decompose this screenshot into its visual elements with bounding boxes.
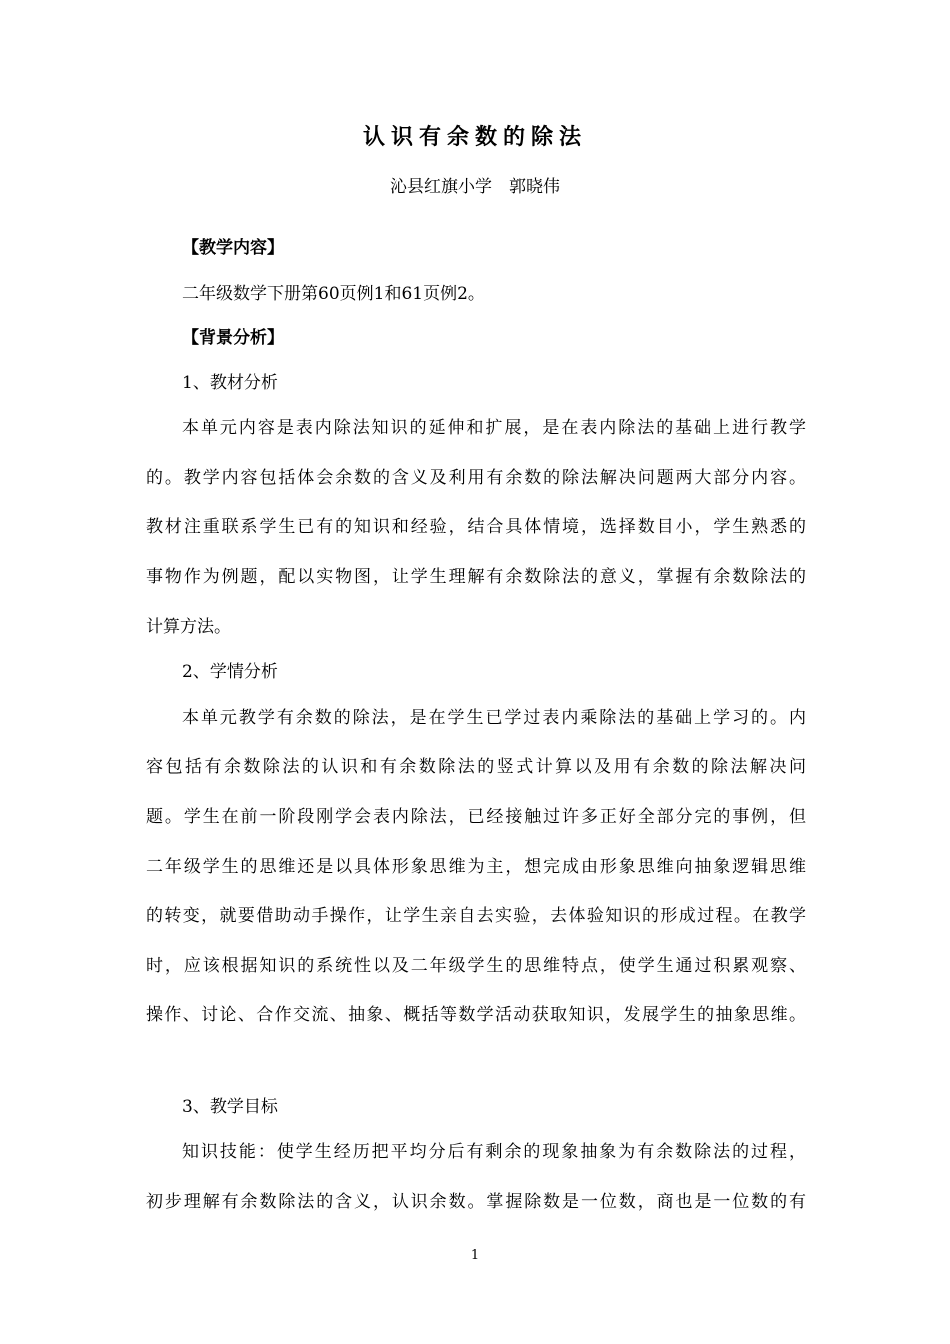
subsection-heading-objectives: 3、教学目标 <box>182 1097 278 1117</box>
paragraph-line: 的。教学内容包括体会余数的含义及利用有余数的除法解决问题两大部分内容。 <box>146 468 806 488</box>
document-author: 沁县红旗小学 郭晓伟 <box>390 177 560 197</box>
page-number: 1 <box>470 1248 480 1263</box>
paragraph-line: 计算方法。 <box>146 617 231 637</box>
paragraph-line: 的转变，就要借助动手操作，让学生亲自去实验，去体验知识的形成过程。在教学 <box>146 906 806 926</box>
paragraph-line: 操作、讨论、合作交流、抽象、概括等数学活动获取知识，发展学生的抽象思维。 <box>146 1005 806 1025</box>
paragraph-line: 容包括有余数除法的认识和有余数除法的竖式计算以及用有余数的除法解决问 <box>146 757 806 777</box>
section-heading-content: 【教学内容】 <box>182 238 284 258</box>
paragraph-line: 事物作为例题，配以实物图，让学生理解有余数除法的意义，掌握有余数除法的 <box>146 567 806 587</box>
paragraph-line: 本单元教学有余数的除法，是在学生已学过表内乘除法的基础上学习的。内 <box>182 708 806 728</box>
paragraph-line: 教材注重联系学生已有的知识和经验，结合具体情境，选择数目小，学生熟悉的 <box>146 517 806 537</box>
subsection-heading-textbook: 1、教材分析 <box>182 373 278 393</box>
paragraph-line: 初步理解有余数除法的含义，认识余数。掌握除数是一位数，商也是一位数的有 <box>146 1192 806 1212</box>
paragraph-line: 时，应该根据知识的系统性以及二年级学生的思维特点，使学生通过积累观察、 <box>146 956 806 976</box>
subsection-heading-students: 2、学情分析 <box>182 662 278 682</box>
paragraph-line: 二年级学生的思维还是以具体形象思维为主，想完成由形象思维向抽象逻辑思维 <box>146 857 806 877</box>
section-heading-background: 【背景分析】 <box>182 328 284 348</box>
paragraph-line: 知识技能：使学生经历把平均分后有剩余的现象抽象为有余数除法的过程， <box>182 1142 806 1162</box>
paragraph-line: 本单元内容是表内除法知识的延伸和扩展，是在表内除法的基础上进行教学 <box>182 418 806 438</box>
content-text: 二年级数学下册第60页例1和61页例2。 <box>182 284 485 304</box>
document-title: 认识有余数的除法 <box>362 125 587 150</box>
paragraph-line: 题。学生在前一阶段刚学会表内除法，已经接触过许多正好全部分完的事例，但 <box>146 807 806 827</box>
